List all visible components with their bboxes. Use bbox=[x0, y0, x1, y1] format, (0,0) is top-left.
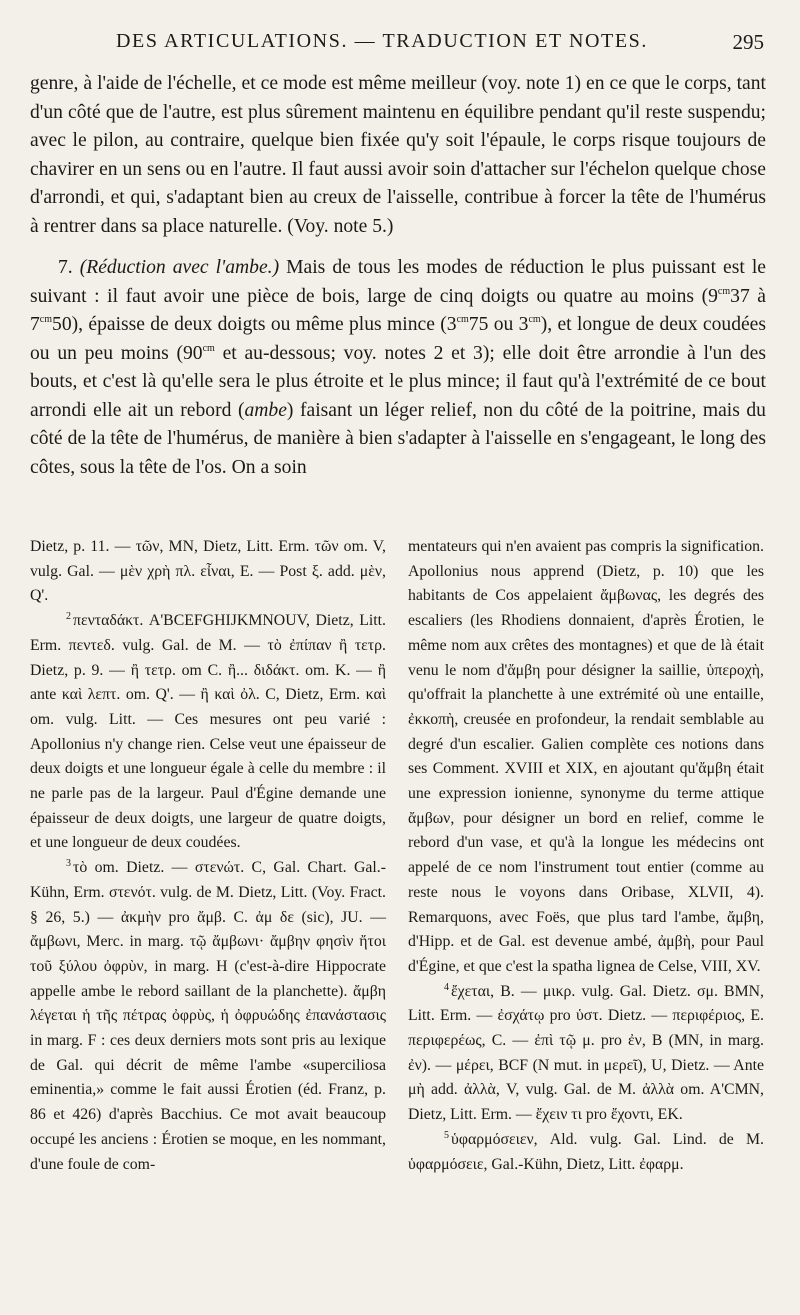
footnote-5: $^5$ ὑφαρμόσειεν, Ald. vulg. Gal. Lind. de M. ὑφαρμόσειε, Gal.-Kühn, Dietz, Litt. ἐφαρμ. bbox=[408, 1129, 764, 1173]
term-ambe: ambe bbox=[244, 399, 287, 421]
section-heading: (Réduction avec l'ambe.) bbox=[79, 257, 280, 278]
footnote-number: 5 bbox=[444, 1129, 449, 1141]
unit-cm: cm bbox=[456, 314, 469, 325]
footnote-number: 2 bbox=[66, 611, 71, 623]
footnote-continued: Dietz, p. 11. — τῶν, MN, Dietz, Litt. Erm. τῶν om. V, vulg. Gal. — μὲν χρὴ πλ. εἶναι, E. — Post ξ. add. μὲν, Q'. bbox=[30, 538, 386, 605]
footnote-number: 4 bbox=[444, 981, 449, 993]
running-title: DES ARTICULATIONS. — TRADUCTION ET NOTES. bbox=[116, 30, 648, 52]
unit-cm: cm bbox=[717, 285, 731, 297]
footnote-3-continued: mentateurs qui n'en avaient pas compris la signification. Apollonius nous apprend (Dietz, p. 10) que les habitants de Cos appelaient ἄμβωνας, les degrés des escaliers (les Rhodiens donnaient, d'après Érotien, le même nom aux crêtes des montagnes) et que de là était venu le nom d'ἄμβη pour désigner la saillie, ὑπεροχὴ, qu'offrait la planchette à une extrémité où une entaille, ἐκκοπὴ, creusée en profondeur, la rendait semblable au degré d'un escalier. Galien complète ces notions dans ses Comment. XVIII et XIX, en ajoutant qu'ἄμβη était une expression ionienne, synonyme du terme attique ἄμβων, pour désigner un bord en relief, comme le rebord d'un vase, et qu'à la longue les médecins ont appelé de ce nom l'instrument tout entier (comme au reste nous le voyons dans Oribase, XLVII, 4). Remarquons, avec Foës, que plus tard l'ambe, ἄμβη, d'Hipp. et de Gal. est devenue ambé, ἀμβὴ, pour Paul d'Égine, et que c'est la spatha lignea de Celse, VIII, XV. bbox=[408, 538, 764, 975]
footnotes-right-column bbox=[408, 535, 764, 1177]
main-paragraph-2: 7. (Réduction avec l'ambe.) Mais de tous les modes de réduction le plus puissant est le suivant : il faut avoir une pièce de bois, large de cinq doigts ou quatre au moins ($9^{cm}37$ à $7^{cm}50$), épaisse de deux doigts ou même plus mince ($3^{cm}75$ ou $3^{cm}$), et longue de deux coudées ou un peu moins ($90^{cm}$ et au-dessous; voy. notes 2 et 3); elle doit être arrondie à l'un des bouts, et c'est là qu'elle sera le plus étroite et le plus mince; il faut qu'à l'extrémité de ce bout arrondi elle ait un rebord (ambe) faisant un léger relief, non du côté de la poitrine, mais du côté de la tête de l'humérus, de manière à bien s'adapter à l'aisselle en s'engageant, le long des côtes, sous la tête de l'os. On a soin bbox=[30, 257, 767, 478]
footnote-4: $^4$ ἔχεται, B. — μικρ. vulg. Gal. Dietz. σμ. BMN, Litt. Erm. — ἐσχάτῳ pro ὑστ. Dietz. — περιφέριος, E. περιφερέως, C. — ἐπὶ τῷ μ. pro ἐν, B (MN, in marg. ἐν). — μέρει, BCF (N mut. in μερεῖ), U, Dietz. — Ante μὴ add. ἀλλὰ, V, vulg. Gal. de M. ἀλλὰ om. A'CMN, Dietz, Litt. Erm. — ἔχειν τι pro ἔχοντι, EK. bbox=[408, 981, 764, 1124]
footnote-3: $^3$ τὸ om. Dietz. — στενώτ. C, Gal. Chart. Gal.-Kühn, Erm. στενότ. vulg. de M. Dietz, Litt. (Voy. Fract. § 26, 5.) — ἀκμὴν pro ἄμβ. C. ἀμ δε (sic), JU. — ἄμβωνι, Merc. in marg. τῷ ἄμβωνι· ἄμβην φησὶν ἤτοι τοῦ ξύλου ὀφρὺν, in marg. H (c'est-à-dire Hippocrate appelle ambe le rebord saillant de la planchette). ἄμβη λέγεται ἡ τῆς πέτρας ὀφρὺς, ἡ ὀφρυώδης ἐπανάστασις in marg. F : ces deux derniers mots sont pris au lexique de Gal. qui décrit de même l'ambe «superciliosa eminentia,» comme le fait aussi Érotien (éd. Franz, p. 86 et 426) d'après Bacchius. Ce mot avait beaucoup occupé les anciens : Érotien se moque, en les nommant, d'une foule de com- bbox=[30, 858, 386, 1173]
unit-cm: cm bbox=[202, 342, 215, 354]
page-number: 295 bbox=[732, 30, 764, 54]
footnote-number: 3 bbox=[66, 858, 71, 870]
footnotes bbox=[30, 535, 770, 1305]
section-number: 7. bbox=[58, 257, 73, 278]
footnotes-left-column bbox=[30, 535, 386, 1177]
main-text bbox=[30, 70, 766, 482]
unit-cm: cm bbox=[39, 314, 53, 325]
footnote-2: $^2$ πενταδάκτ. A'BCEFGHIJKMNOUV, Dietz, Litt. Erm. πεντεδ. vulg. Gal. de M. — τὸ ἐπίπαν ἢ τετρ. Dietz, p. 9. — ἢ τετρ. om C. ἢ... διδάκτ. om. K. — ἢ ante καὶ λεπτ. om. Q'. — ἢ καὶ ὀλ. C, Dietz, Erm. καὶ om. vulg. Litt. — Ces mesures ont peu varié : Apollonius n'y change rien. Celse veut une épaisseur de deux doigts et une longueur égale à celle du membre : il ne parle pas de la largeur. Paul d'Égine demande une épaisseur de deux doigts, une largeur de quatre doigts, et une longueur de deux coudées. bbox=[30, 611, 386, 852]
page-header bbox=[30, 30, 770, 64]
main-paragraph-1: genre, à l'aide de l'échelle, et ce mode est même meilleur (voy. note 1) en ce que le corps, tant d'un côté que de l'autre, est plus sûrement maintenu en équilibre pendant qu'il reste suspendu; avec le pilon, au contraire, quelque bien fixée qu'y soit l'épaule, le corps risque toujours de chavirer en un sens ou en l'autre. Il faut aussi avoir soin d'attacher sur l'échelon quelque chose d'arrondi, et qui, s'adaptant bien au creux de l'aisselle, contribue à forcer la tête de l'humérus à rentrer dans sa place naturelle. (Voy. note 5.) bbox=[30, 73, 766, 237]
unit-cm: cm bbox=[528, 314, 541, 325]
